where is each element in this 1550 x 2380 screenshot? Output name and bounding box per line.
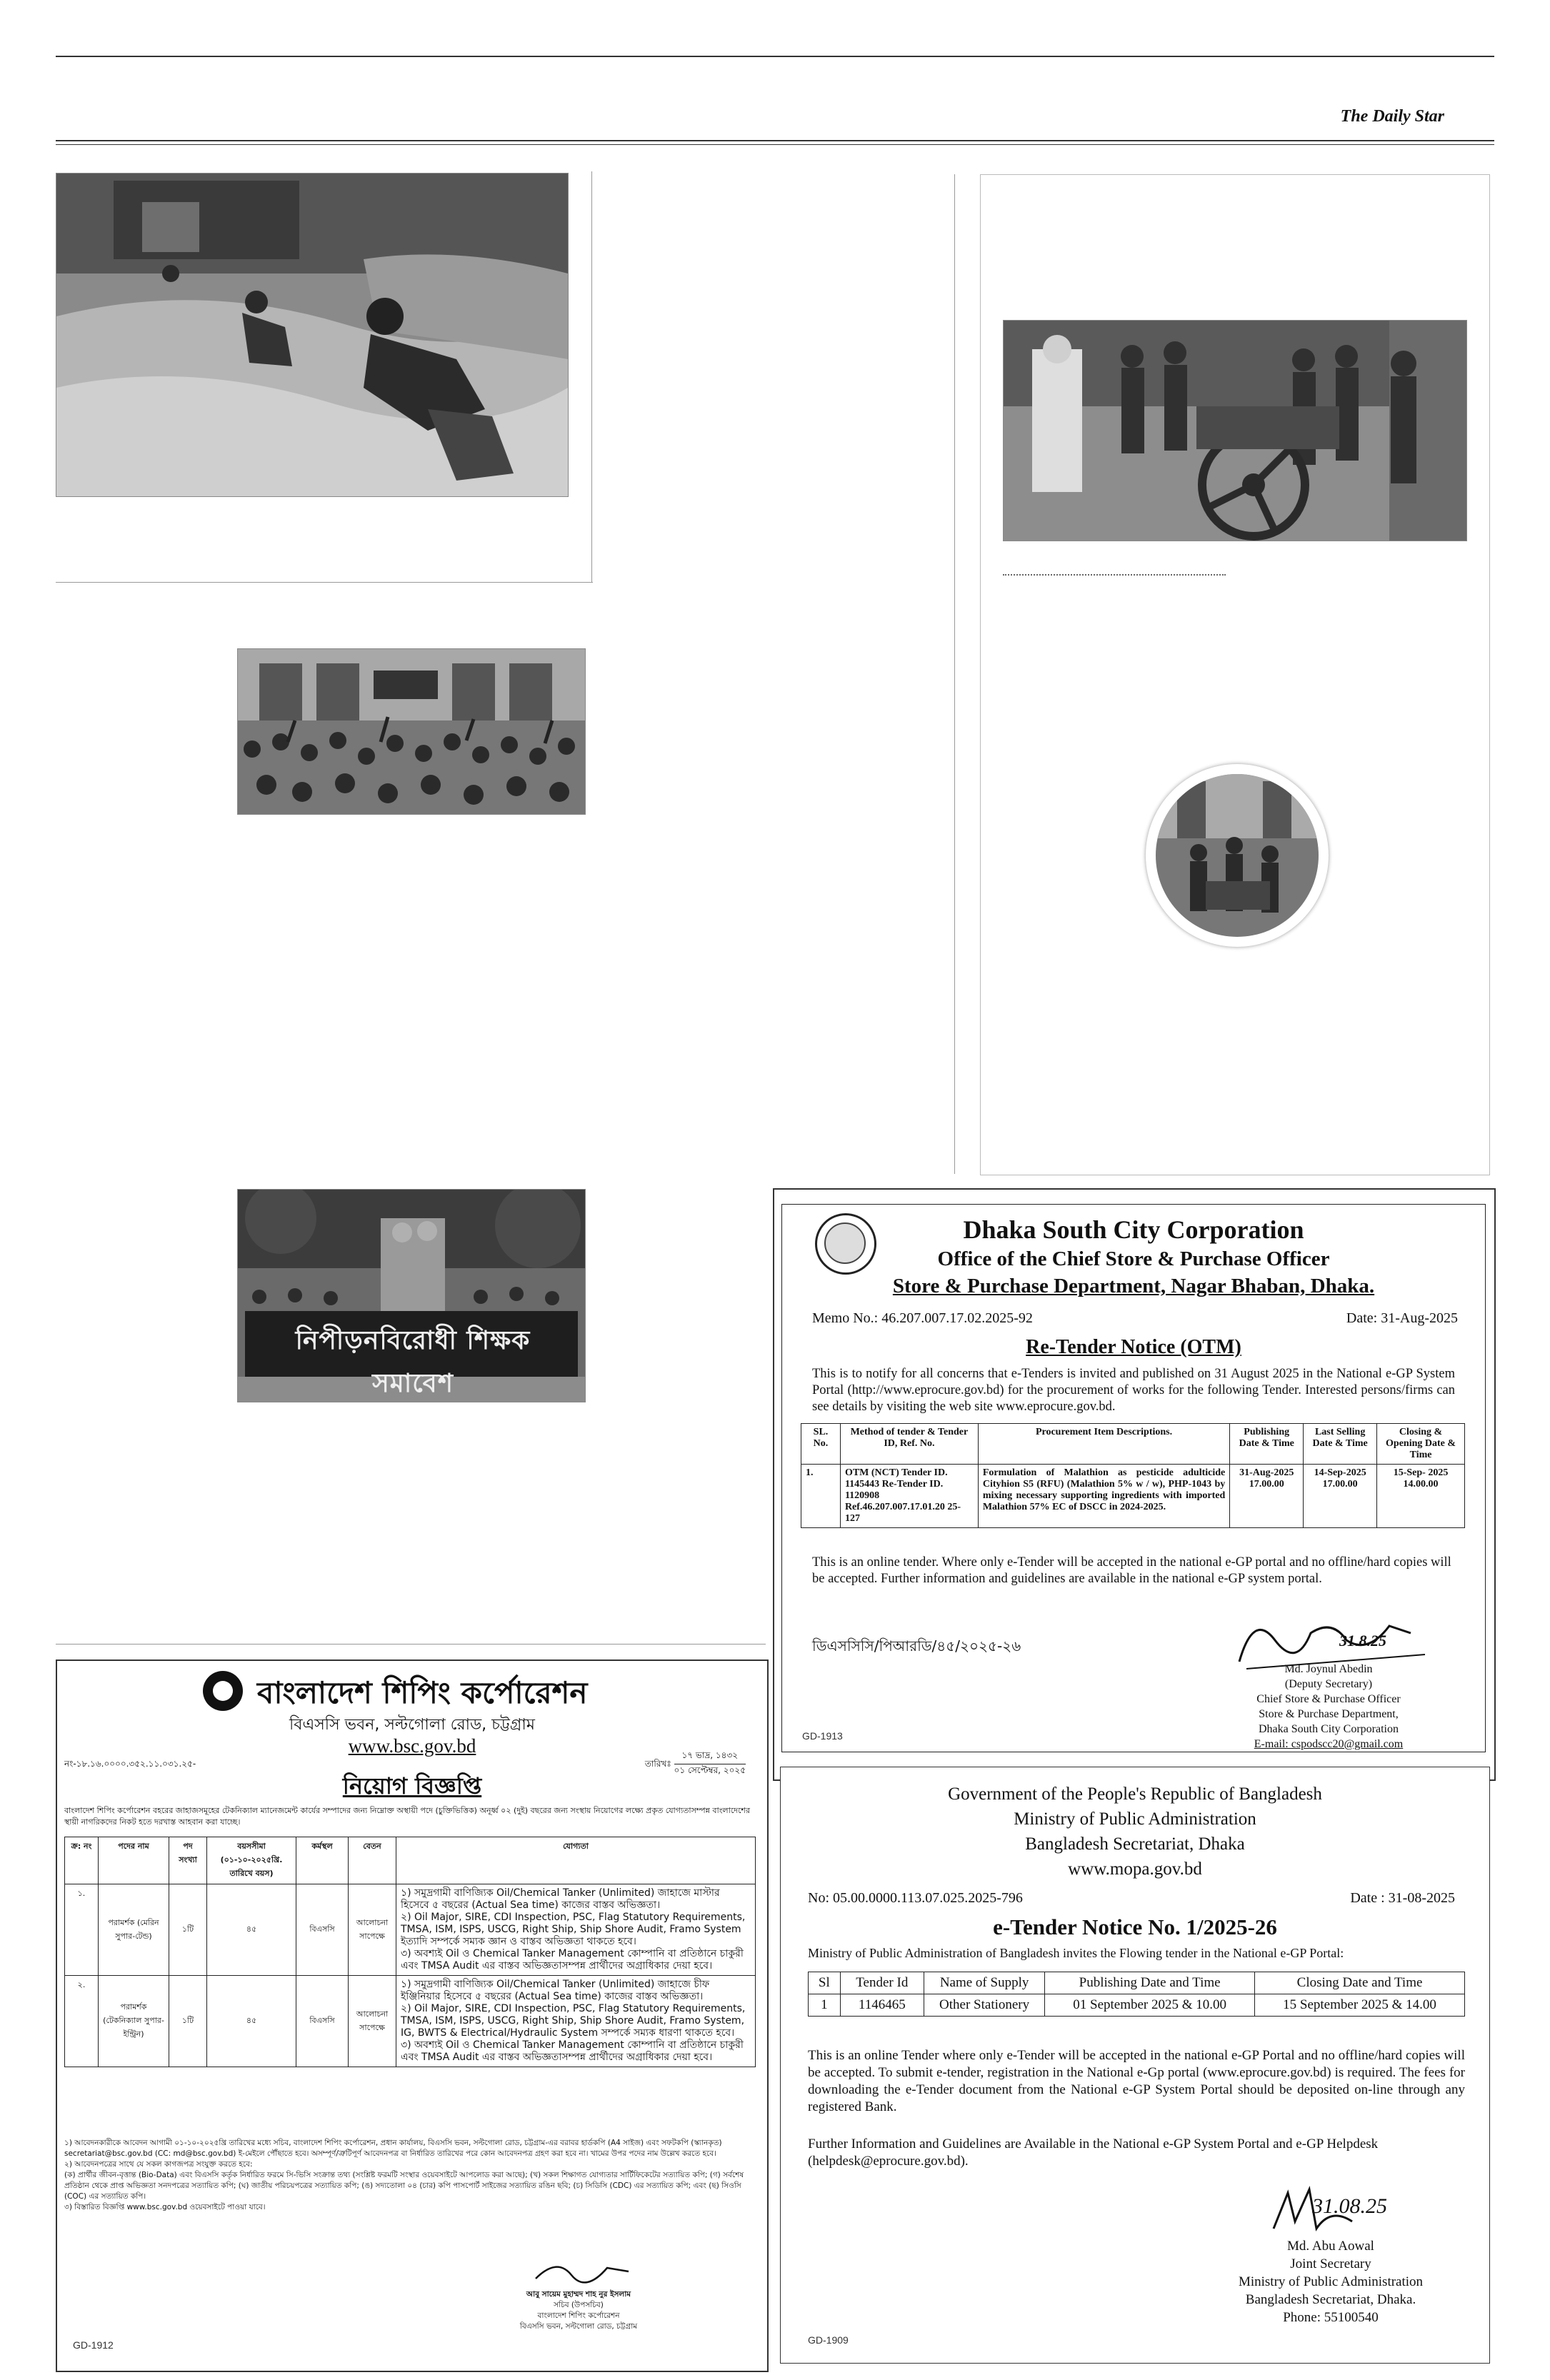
bsc-footnote-4: ৩) বিস্তারিত বিজ্ঞপ্তি www.bsc.gov.bd ওয়েবসাইটে পাওয়া যাবে। xyxy=(64,2203,266,2211)
bsc-date-label: তারিখঃ xyxy=(644,1759,671,1769)
bsc-th-post: পদের নাম xyxy=(99,1837,169,1884)
bsc-memo: নং-১৮.১৬.০০০০.৩৫২.১১.০৩১.২৫- xyxy=(64,1759,196,1769)
dscc-dept: Store & Purchase Department, Nagar Bhaban, Dhaka. xyxy=(892,1275,1375,1297)
circle-photo-frame xyxy=(1146,764,1329,947)
bsc-footnotes xyxy=(64,2138,756,2213)
bsc-r2-age: ৪৫ xyxy=(207,1976,296,2067)
masthead-rule xyxy=(56,140,1494,141)
dscc-table xyxy=(801,1423,1465,1528)
left-bottom-divider xyxy=(56,1644,766,1645)
bsc-signature xyxy=(529,2254,636,2289)
dscc-signer-org: Dhaka South City Corporation xyxy=(1259,1723,1399,1735)
bsc-r2-sl: ২. xyxy=(65,1976,99,2067)
bsc-th-pay: বেতন xyxy=(349,1837,396,1884)
table-row xyxy=(809,1994,1465,2017)
mopa-intro: Ministry of Public Administration of Bangladesh invites the Flowing tender in the National e-GP Portal: xyxy=(808,1946,1344,1960)
mopa-th-id: Tender Id xyxy=(840,1972,924,1994)
bsc-table xyxy=(64,1837,756,2067)
dscc-gd-code: GD-1913 xyxy=(802,1730,843,1742)
bsc-r1-post: পরামর্শক (মেরিন সুপার-টেন্ড) xyxy=(99,1884,169,1976)
bsc-notice-title: নিয়োগ বিজ্ঞপ্তি xyxy=(342,1772,482,1799)
bsc-th-age: বয়সসীমা (০১-১০-২০২৫খ্রি. তারিখে বয়স) xyxy=(207,1837,296,1884)
dscc-th-pub: Publishing Date & Time xyxy=(1230,1424,1304,1465)
bsc-signer-address: বিএসসি ভবন, সল্টগোলা রোড, চট্টগ্রাম xyxy=(519,2322,638,2331)
dscc-th-close: Closing & Opening Date & Time xyxy=(1377,1424,1465,1465)
mopa-signer-phone: Phone: 55100540 xyxy=(1283,2310,1379,2325)
dscc-signer-email: E-mail: cspodscc20@gmail.com xyxy=(1254,1738,1404,1750)
bsc-r1-pay: আলোচনা সাপেক্ষে xyxy=(349,1884,396,1976)
masthead-brand: The Daily Star xyxy=(1340,107,1444,126)
masthead-rule-thin xyxy=(56,144,1494,145)
bsc-title: বাংলাদেশ শিপিং কর্পোরেশন xyxy=(257,1675,588,1710)
mopa-sig-date: 31.08.25 xyxy=(1312,2194,1387,2218)
dscc-intro: This is to notify for all concerns that e-Tenders is invited and published on 31 August 2025 in the National e-GP System Portal (http://www.eprocure.gov.bd) for the procurement of works for the following Tender. Interested persons/firms can see details by visiting the web site www.eprocure.gov.bd. xyxy=(812,1367,1455,1414)
mopa-no: No: 05.00.0000.113.07.025.2025-796 xyxy=(808,1890,1023,1906)
bsc-notice xyxy=(56,1660,769,2372)
bsc-r1-q1: ১) সমুদ্রগামী বাণিজ্যিক Oil/Chemical Tanker (Unlimited) জাহাজে মাস্টার হিসেবে ৫ বছরের (Actual Sea time) কাজের বাস্তব অভিজ্ঞতা। xyxy=(401,1887,720,1911)
mopa-cell-sl: 1 xyxy=(809,1994,841,2017)
dscc-th-method: Method of tender & Tender ID, Ref. No. xyxy=(840,1424,978,1465)
mopa-th-sl: Sl xyxy=(809,1972,841,1994)
mopa-secretariat: Bangladesh Secretariat, Dhaka xyxy=(1025,1834,1245,1854)
mopa-para2: Further Information and Guidelines are Available in the National e-GP System Portal and e-GP Helpdesk (helpdesk@eprocure.gov.bd). xyxy=(808,2137,1379,2169)
mopa-gd-code: GD-1909 xyxy=(808,2334,849,2346)
mopa-signer-title: Joint Secretary xyxy=(1290,2256,1371,2271)
bsc-intro: বাংলাদেশ শিপিং কর্পোরেশন বহরের জাহাজসমূহের টেকনিক্যাল ম্যানেজমেন্ট কার্যের সম্পাদের জন্য নিম্নোক্ত অস্থায়ী পদে (চুক্তিভিত্তিক) অনূর্ধ্ব ০২ (দুই) বছরের জন্য সংস্থায় নিয়োগের লক্ষ্যে প্রকৃত যোগ্যতাসম্পন্ন বাংলাদেশের স্থায়ী নাগরিকদের নিকট হতে দরখাস্ত আহবান করা যাচ্ছে। xyxy=(64,1806,750,1827)
dscc-cell-method: OTM (NCT) Tender ID. 1145443 Re-Tender ID. 1120908 Ref.46.207.007.17.01.20 25-127 xyxy=(840,1465,978,1528)
bsc-logo-icon xyxy=(203,1671,243,1711)
bsc-date-bangla: ১৭ ভাদ্র, ১৪৩২ xyxy=(674,1749,746,1764)
photo-jute-workers xyxy=(56,173,569,497)
dscc-signer-name: Md. Joynul Abedin xyxy=(1284,1663,1373,1675)
table-row xyxy=(65,1976,756,2067)
dscc-signer-rank: (Deputy Secretary) xyxy=(1284,1678,1373,1690)
mopa-th-close: Closing Date and Time xyxy=(1255,1972,1465,1994)
bsc-th-qual: যোগ্যতা xyxy=(396,1837,756,1884)
mopa-govt: Government of the People's Republic of Bangladesh xyxy=(948,1784,1322,1804)
mopa-signer-ministry: Ministry of Public Administration xyxy=(1238,2274,1424,2289)
mopa-header xyxy=(781,1782,1489,1882)
photo-crowd-rally xyxy=(237,648,586,815)
table-row xyxy=(801,1465,1465,1528)
dscc-title: Re-Tender Notice (OTM) xyxy=(1026,1336,1241,1358)
banner-text: নিপীড়নবিরোধী শিক্ষক সমাবেশ xyxy=(295,1326,531,1398)
top-rule xyxy=(56,56,1494,57)
dscc-sig-date: 31.8.25 xyxy=(1339,1632,1386,1650)
mopa-date: Date : 31-08-2025 xyxy=(1350,1890,1455,1906)
bsc-r1-q3: ৩) অবশ্যই Oil ও Chemical Tanker Management কোম্পানি বা প্রতিষ্ঠানে চাকুরী এবং TMSA Audit এর বাস্তব অভিজ্ঞতাসম্পন্ন প্রার্থীদের অগ্রাধিকার দেয়া হবে। xyxy=(401,1948,744,1972)
mopa-ministry: Ministry of Public Administration xyxy=(1014,1809,1256,1829)
mopa-web: www.mopa.gov.bd xyxy=(1068,1859,1202,1879)
bsc-r1-sl: ১. xyxy=(65,1884,99,1976)
bsc-r1-age: ৪৫ xyxy=(207,1884,296,1976)
bsc-address: বিএসসি ভবন, সল্টগোলা রোড, চট্টগ্রাম xyxy=(289,1716,535,1734)
dotted-separator xyxy=(1003,574,1226,576)
dscc-notice xyxy=(781,1204,1486,1752)
left-vertical-divider xyxy=(591,171,592,582)
mopa-th-supply: Name of Supply xyxy=(924,1972,1044,1994)
mopa-signer-block xyxy=(1195,2237,1466,2326)
dscc-th-sl: SL. No. xyxy=(801,1424,841,1465)
dscc-cell-desc: Formulation of Malathion as pesticide adulticide Cityhion S5 (RFU) (Malathion 5% w / w), PHP-1043 by mixing necessary supporting ingredients with imported Malathion 57% EC of DSCC in 2024-2025. xyxy=(978,1465,1229,1528)
mopa-th-pub: Publishing Date and Time xyxy=(1045,1972,1255,1994)
bsc-r2-count: ১টি xyxy=(169,1976,207,2067)
bsc-gd-code: GD-1912 xyxy=(73,2339,114,2351)
bsc-signer-name: আবু সায়েম মুহাম্মদ শাহ নুর ইসলাম xyxy=(526,2290,631,2299)
bsc-signer-org: বাংলাদেশ শিপিং কর্পোরেশন xyxy=(537,2311,620,2320)
dscc-cell-close: 15-Sep- 2025 14.00.00 xyxy=(1377,1465,1465,1528)
bsc-web: www.bsc.gov.bd xyxy=(348,1735,476,1757)
mopa-signer-address: Bangladesh Secretariat, Dhaka. xyxy=(1245,2292,1416,2307)
photo-circle-factory xyxy=(1156,774,1319,937)
bsc-date-english: ০১ সেপ্টেম্বর, ২০২৫ xyxy=(674,1765,746,1775)
bsc-r1-count: ১টি xyxy=(169,1884,207,1976)
bsc-r1-q2: ২) Oil Major, SIRE, CDI Inspection, PSC, Flag Statutory Requirements, TMSA, ISM, ISPS, USCG, Right Ship, Ship Shore Audit, Framo System ইত্যাদি সম্পর্কে সম্যক জ্ঞান ও বাস্তব অভিজ্ঞতা থাকতে হবে। xyxy=(401,1912,746,1947)
bsc-th-count: পদ সংখ্যা xyxy=(169,1837,207,1884)
mopa-para1: This is an online Tender where only e-Tender will be accepted in the national e-GP Portal and no offline/hard copies will be accepted. To submit e-tender, registration in the National e-Gp portal (www.eprocure.gov.bd) is required. The fees for downloading the e-Tender document from the National e-GP System Portal should be deposited on-line through any registered Bank. xyxy=(808,2048,1465,2114)
bsc-signer-block xyxy=(457,2289,700,2332)
dscc-memo: Memo No.: 46.207.007.17.02.2025-92 xyxy=(812,1310,1033,1326)
bsc-r2-place: বিএসসি xyxy=(296,1976,349,2067)
mopa-cell-supply: Other Stationery xyxy=(924,1994,1044,2017)
table-row xyxy=(65,1884,756,1976)
dscc-signer-dept: Store & Purchase Department, xyxy=(1259,1708,1399,1720)
dscc-office: Office of the Chief Store & Purchase Officer xyxy=(937,1247,1330,1270)
mopa-table xyxy=(808,1972,1465,2017)
dscc-th-sell: Last Selling Date & Time xyxy=(1304,1424,1377,1465)
bsc-th-sl: ক্র: নং xyxy=(65,1837,99,1884)
dscc-cell-sell: 14-Sep-2025 17.00.00 xyxy=(1304,1465,1377,1528)
bsc-footnote-3: (ক) প্রার্থীর জীবন-বৃত্তান্ত (Bio-Data) এবং বিএসসি কর্তৃক নির্ধারিত ফরমে সি-ভিসি সংক্রান্ত তথ্য (সংশ্লিষ্ট ফরমটি সংস্থার ওয়েবসাইটে আপলোড করা আছে); (খ) সকল শিক্ষাগত যোগ্যতার সার্টিফিকেটের সত্যায়িত কপি; (গ) সর্বশেষ প্রতিষ্ঠান থেকে প্রাপ্ত অভিজ্ঞতা সনদপত্রের সত্যায়িত কপি; (ঘ) জাতীয় পরিচয়পত্রের সত্যায়িত কপি; (ঙ) সদ্যতোলা ০৪ (চার) কপি পাসপোর্ট সাইজের সত্যায়িত রঙিন ছবি; (চ) সিডিসি (CDC) এর সত্যায়িত কপি; এবং (ছ) সিওসি (COC) এর সত্যায়িত কপি। xyxy=(64,2171,744,2201)
bsc-r1-place: বিএসসি xyxy=(296,1884,349,1976)
dscc-signer-title: Chief Store & Purchase Officer xyxy=(1256,1693,1401,1705)
bsc-r2-qual xyxy=(396,1976,756,2067)
bsc-r1-qual xyxy=(396,1884,756,1976)
mopa-cell-id: 1146465 xyxy=(840,1994,924,2017)
mopa-title: e-Tender Notice No. 1/2025-26 xyxy=(993,1914,1277,1939)
bsc-r2-q2: ২) Oil Major, SIRE, CDI Inspection, PSC, Flag Statutory Requirements, TMSA, ISM, ISPS, USCG, Right Ship, Ship Shore Audit, Framo System, IG, BWTS & Electrical/Hydraulic System সম্পর্কে সম্যক ধারণা থাকতে হবে। xyxy=(401,2003,746,2039)
mopa-notice xyxy=(780,1767,1490,2364)
mopa-cell-close: 15 September 2025 & 14.00 xyxy=(1255,1994,1465,2017)
dscc-th-desc: Procurement Item Descriptions. xyxy=(978,1424,1229,1465)
dscc-ref-bn: ডিএসসিসি/পিআরডি/৪৫/২০২৫-২৬ xyxy=(812,1637,1021,1655)
bsc-footnote-1: ১) আবেদনকারীকে আবেদন আগামী ০১-১০-২০২৫খ্রি তারিখের মধ্যে সচিব, বাংলাদেশ শিপিং কর্পোরেশন, প্রধান কার্যালয়, বিএসসি ভবন, সল্টগোলা রোড, চট্টগ্রাম-এর বরাবর হার্ডকপি (A4 সাইজ) এবং সফটকপি (স্ক্যানকৃত) secretariat@bsc.gov.bd (CC: md@bsc.gov.bd) ই-মেইলে পৌঁছাতে হবে। অসম্পূর্ণ/ত্রুটিপূর্ণ আবেদনপত্র বা নির্ধারিত তারিখের পরে কোন আবেদনপত্র গ্রহণ করা হবে না। খামের উপর পদের নাম উল্লেখ করতে হবে। xyxy=(64,2139,722,2158)
dscc-cell-sl: 1. xyxy=(801,1465,841,1528)
bsc-r2-pay: আলোচনা সাপেক্ষে xyxy=(349,1976,396,2067)
bsc-th-place: কর্মস্থল xyxy=(296,1837,349,1884)
mopa-cell-pub: 01 September 2025 & 10.00 xyxy=(1045,1994,1255,2017)
bsc-footnote-2: ২) আবেদনপত্রের সাথে যে সকল কাগজপত্র সংযুক্ত করতে হবে: xyxy=(64,2160,253,2169)
dscc-org: Dhaka South City Corporation xyxy=(963,1215,1304,1244)
left-divider xyxy=(56,582,593,583)
dscc-note: This is an online tender. Where only e-Tender will be accepted in the national e-GP portal and no offline/hard copies will be accepted. Further information and guidelines are available in the national e-GP system portal. xyxy=(812,1555,1451,1586)
bsc-r2-q1: ১) সমুদ্রগামী বাণিজ্যিক Oil/Chemical Tanker (Unlimited) জাহাজে চীফ ইঞ্জিনিয়ার হিসেবে ৫ বছরের (Actual Sea time) কাজের বাস্তব অভিজ্ঞতা। xyxy=(401,1979,710,2002)
bsc-r2-post: পরামর্শক (টেকনিক্যাল সুপার-ইন্ট্রিন) xyxy=(99,1976,169,2067)
mopa-signer-name: Md. Abu Aowal xyxy=(1287,2239,1374,2254)
bsc-r2-q3: ৩) অবশ্যই Oil ও Chemical Tanker Management কোম্পানি বা প্রতিষ্ঠানে চাকুরী এবং TMSA Audit এর বাস্তব অভিজ্ঞতাসম্পন্ন প্রার্থীদের অগ্রাধিকার দেয়া হবে। xyxy=(401,2039,744,2063)
bsc-signer-title: সচিব (উপসচিব) xyxy=(554,2301,604,2309)
dscc-date: Date: 31-Aug-2025 xyxy=(1346,1310,1458,1326)
right-col-divider xyxy=(954,174,955,1174)
photo-teachers-rally xyxy=(237,1189,586,1402)
photo-sugarcane-machine xyxy=(1003,320,1467,541)
dscc-cell-pub: 31-Aug-2025 17.00.00 xyxy=(1230,1465,1304,1528)
dscc-signer-block xyxy=(1211,1662,1446,1752)
